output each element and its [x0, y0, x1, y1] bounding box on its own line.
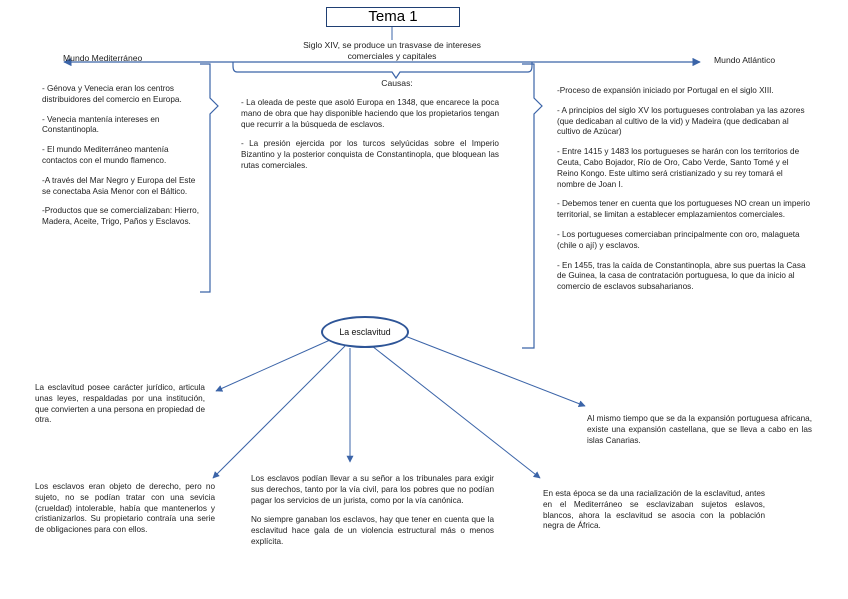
- mediterranean-item: - El mundo Mediterráneo mantenía contactos con el mundo flamenco.: [42, 145, 169, 165]
- arrow-castellana: [405, 336, 585, 406]
- mediterranean-item: -A través del Mar Negro y Europa del Este se conectaba Asia Menor con el Báltico.: [42, 175, 196, 196]
- atlantic-item: - Entre 1415 y 1483 los portugueses se harán con los territorios de Ceuta, Cabo Bojador, Río de Oro, Cabo Verde, Santo Tomé y el Reino Kongo. Este ultimo será cristianizado y su rey tomará el nombre de Joan I.: [557, 147, 800, 189]
- slavery-tribunales: [251, 474, 494, 557]
- slavery-racializacion: En esta época se da una racialización de la esclavitud, antes en el Mediterráneo se esclavizaban sujetos eslavos, blancos, ahora la esclavitud se asocia con la población negra de África.: [543, 489, 765, 531]
- atlantic-item: - A principios del siglo XV los portugueses controlaban ya las azores (que dedicaban al cultivo de la vid) y Madeira (que dedicaban al cultivo de Azúcar): [557, 105, 805, 137]
- brace-atlantic: [522, 64, 542, 348]
- tribunales-paragraph: Los esclavos podían llevar a su señor a los tribunales para exigir sus derechos, tanto por la vía civil, para los pobres que no podían pagar los servicios de un jurista, como por la vía canónica.: [251, 474, 494, 505]
- mediterranean-item: -Productos que se comercializaban: Hierro, Madera, Aceite, Trigo, Paños y Esclavos.: [42, 206, 199, 227]
- atlantic-list: [557, 86, 811, 302]
- central-line: Siglo XIV, se produce un trasvase de intereses: [303, 40, 481, 50]
- label-atlantic: Mundo Atlántico: [714, 55, 776, 65]
- central-line: comerciales y capitales: [347, 51, 437, 61]
- arrow-racializacion: [372, 346, 540, 478]
- causes-list: [241, 98, 499, 181]
- atlantic-item: - Debemos tener en cuenta que los portugueses NO crean un imperio territorial, se limitan a establecer emplazamientos comerciales.: [557, 199, 811, 220]
- mediterranean-item: - Venecia mantenía intereses en Constantinopla.: [42, 114, 160, 135]
- central-statement: [262, 40, 522, 62]
- slavery-objeto: Los esclavos eran objeto de derecho, pero no sujeto, no se podían tratar con una sevicia (crueldad) intolerable, había que mantenerlos y cristianizarlos. Su propietario contraía una serie de obligaciones para con ellos.: [35, 482, 215, 535]
- brace-causes: [233, 62, 532, 78]
- causes-title: Causas:: [381, 78, 413, 88]
- atlantic-item: - En 1455, tras la caída de Constantinopla, abre sus puertas la Casa de Guinea, la casa de contratación portuguesa, lo que da inicio al comercio de esclavos subsaharianos.: [557, 260, 806, 292]
- atlantic-item: -Proceso de expansión iniciado por Portugal en el siglo XIII.: [557, 86, 774, 95]
- mediterranean-list: [42, 84, 202, 237]
- cause-item: - La presión ejercida por los turcos selyúcidas sobre el Imperio Bizantino y la posterior conquista de Constantinopla, que bloquean las rutas comerciales.: [241, 139, 499, 170]
- page-title: Tema 1: [326, 7, 460, 27]
- label-mediterranean: Mundo Mediterráneo: [63, 53, 143, 63]
- atlantic-item: - Los portugueses comerciaban principalmente con oro, malagueta (chile o ají) y esclavos.: [557, 229, 800, 250]
- brace-mediterranean: [200, 64, 218, 292]
- tribunales-paragraph: No siempre ganaban los esclavos, hay que tener en cuenta que la esclavitud hace gala de un violencia estructural más o menos explícita.: [251, 515, 494, 546]
- cause-item: - La oleada de peste que asoló Europa en 1348, que encarece la poca mano de obra que hay disponible haciendo que los propietarios tengan que recurrir a la búsqueda de esclavos.: [241, 98, 499, 129]
- slavery-castellana: Al mismo tiempo que se da la expansión portuguesa africana, existe una expansión castellana, que se lleva a cabo en las islas Canarias.: [587, 414, 812, 445]
- mediterranean-item: - Génova y Venecia eran los centros distribuidores del comercio en Europa.: [42, 84, 182, 104]
- slavery-node: La esclavitud: [321, 316, 409, 348]
- slavery-juridico: La esclavitud posee carácter jurídico, articula unas leyes, respaldadas por una institución, que convierten a una persona en propiedad de otra.: [35, 383, 205, 425]
- arrow-objeto: [213, 346, 345, 478]
- arrow-juridico: [216, 340, 330, 391]
